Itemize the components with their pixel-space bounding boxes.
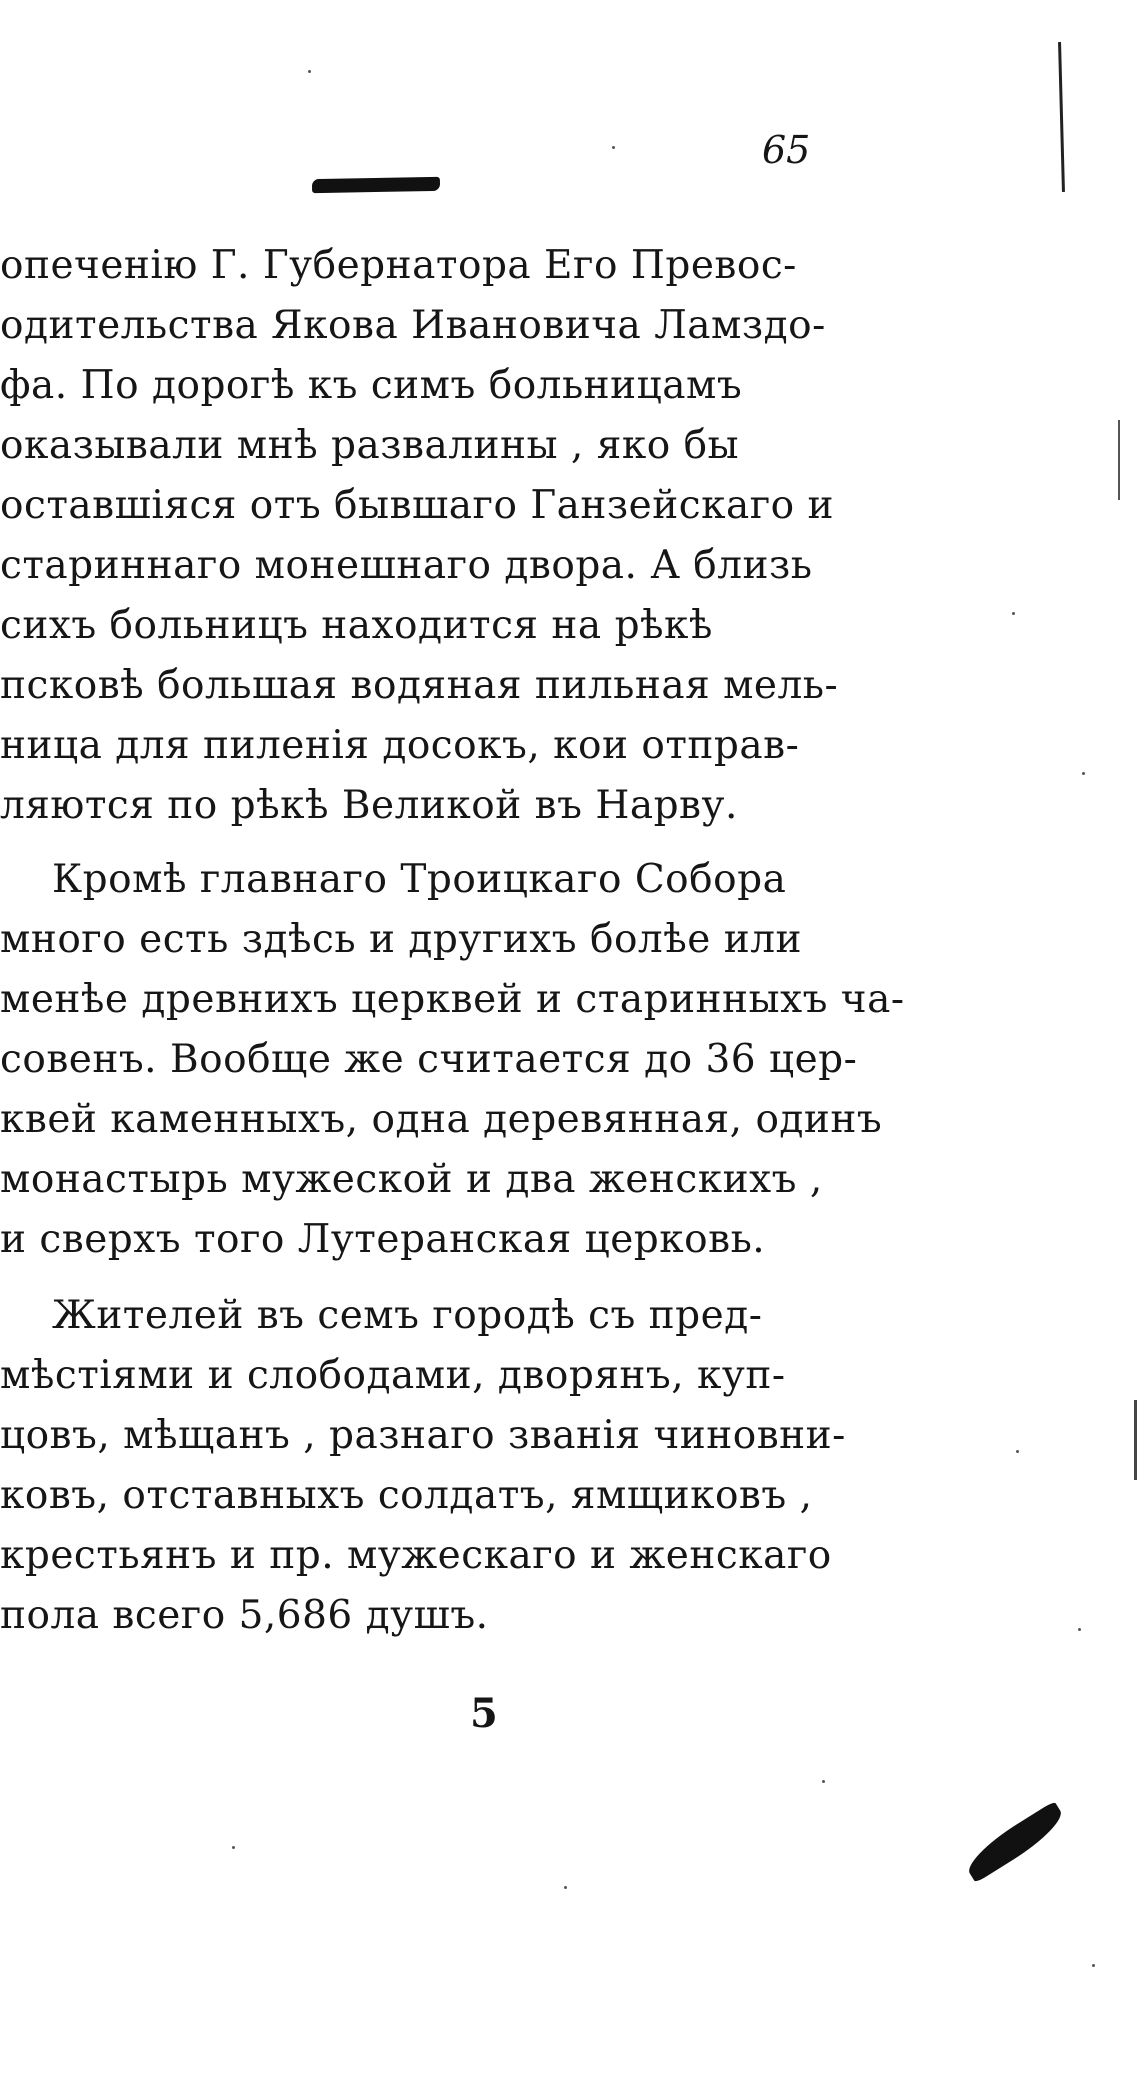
dust-speck: [1092, 1964, 1095, 1967]
dust-speck: [308, 70, 311, 73]
dust-speck: [564, 1886, 567, 1889]
page-edge-mark: [1058, 42, 1065, 192]
header-ornament-rule: [312, 177, 440, 193]
text-line: крестьянъ и пр. мужескаго и женскаго: [0, 1533, 832, 1578]
page-number: 65: [762, 128, 811, 172]
text-line: фа. По дорогѣ къ симъ больницамъ: [0, 363, 743, 408]
text-line: много есть здѣсь и другихъ болѣе или: [0, 917, 802, 962]
text-line: ница для пиленія досокъ, кои отправ-: [0, 723, 800, 768]
text-line: пола всего 5,686 душъ.: [0, 1593, 489, 1638]
page-edge-mark: [1118, 420, 1120, 500]
text-line: и сверхъ того Лутеранская церковь.: [0, 1217, 766, 1262]
text-line: одительства Якова Ивановича Ламздо-: [0, 303, 826, 348]
text-line: ляются по рѣкѣ Великой въ Нарву.: [0, 783, 738, 828]
text-line: менѣе древнихъ церквей и старинныхъ ча-: [0, 977, 905, 1022]
signature-mark: 5: [470, 1690, 498, 1737]
text-line: ковъ, отставныхъ солдатъ, ямщиковъ ,: [0, 1473, 813, 1518]
text-line: совенъ. Вообще же считается до 36 цер-: [0, 1037, 858, 1082]
text-line: оставшіяся отъ бывшаго Ганзейскаго и: [0, 483, 835, 528]
dust-speck: [822, 1780, 825, 1783]
ink-blot: [961, 1801, 1069, 1883]
text-line: квей каменныхъ, одна деревянная, одинъ: [0, 1097, 883, 1142]
dust-speck: [1082, 772, 1085, 775]
dust-speck: [1078, 1628, 1081, 1631]
text-line: оказывали мнѣ развалины , яко бы: [0, 423, 740, 468]
text-line: псковѣ большая водяная пильная мель-: [0, 663, 839, 708]
dust-speck: [1016, 1450, 1019, 1453]
dust-speck: [232, 1846, 235, 1849]
text-line: мѣстіями и слободами, дворянъ, куп-: [0, 1353, 786, 1398]
page-edge-mark: [1134, 1400, 1137, 1480]
paragraph-first-line: Жителей въ семъ городѣ съ пред-: [52, 1293, 763, 1338]
dust-speck: [1012, 612, 1015, 615]
text-line: стариннаго монешнаго двора. А близь: [0, 543, 813, 588]
dust-speck: [612, 146, 615, 149]
text-line: монастырь мужеской и два женскихъ ,: [0, 1157, 823, 1202]
paragraph-first-line: Кромѣ главнаго Троицкаго Собора: [52, 857, 787, 902]
text-line: цовъ, мѣщанъ , разнаго званія чиновни-: [0, 1413, 846, 1458]
text-line: сихъ больницъ находится на рѣкѣ: [0, 603, 713, 648]
text-line: опеченію Г. Губернатора Его Превос-: [0, 243, 797, 288]
